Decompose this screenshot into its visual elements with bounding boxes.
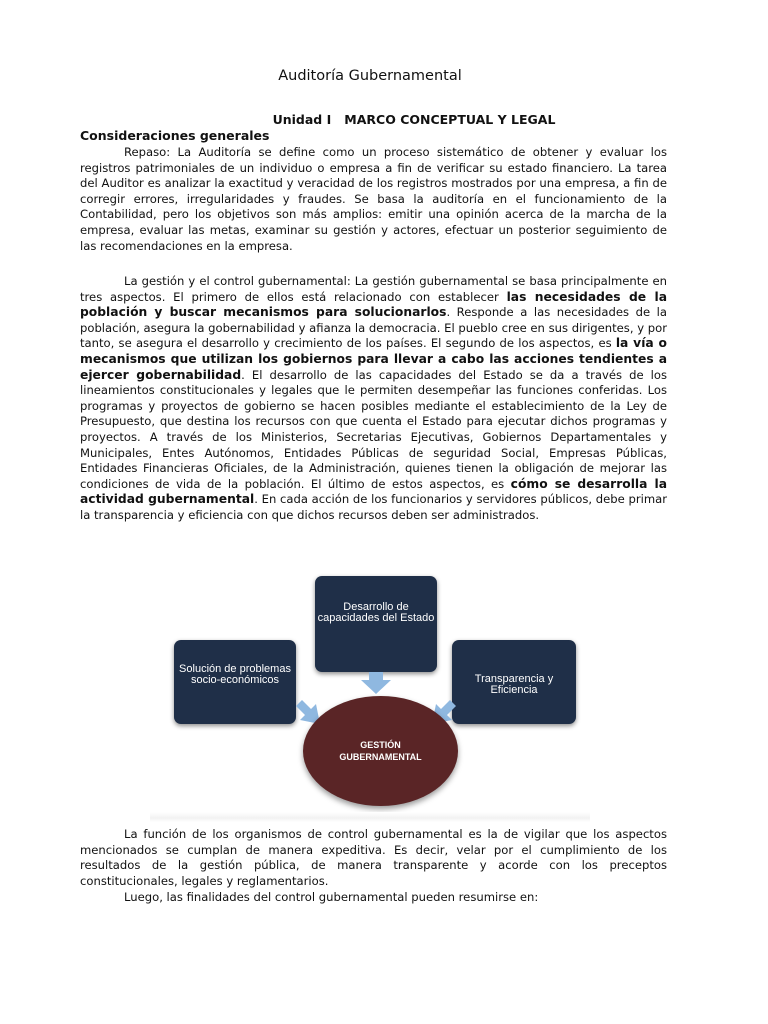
diagram-box-transparencia: Transparencia y Eficiencia <box>452 640 576 724</box>
paragraph-funcion-control: La función de los organismos de control gubernamental es la de vigilar que los aspectos mencionados se cumplan de manera expeditiva. Es decir, velar por el cumplimiento de los resultados de la gestión pública, de manera transparente y acorde con los preceptos constitucionales, legales y reglamentarios. <box>80 827 667 888</box>
bold-phrase: cómo se desarrolla la actividad gubernamental <box>80 476 667 507</box>
gestion-diagram <box>150 568 590 823</box>
diagram-box-solucion: Solución de problemas socio-económicos <box>174 640 296 724</box>
bold-phrase: la vía o mecanismos que utilizan los gobiernos para llevar a cabo las acciones tendientes a ejercer gobernabilidad <box>80 336 667 382</box>
unit-heading: Unidad I MARCO CONCEPTUAL Y LEGAL <box>272 112 556 127</box>
document-title: Auditoría Gubernamental <box>278 68 462 84</box>
image-bottom-edge <box>150 812 590 822</box>
bold-phrase: las necesidades de la población y buscar mecanismos para solucionarlos <box>80 289 667 320</box>
text-span: . Responde a las necesidades de la población, asegura la gobernabilidad y afianza la democracia. El pueblo cree en sus dirigentes, y por tanto, se asegura el desarrollo y crecimiento de los países. El segundo de los aspectos, es <box>80 305 667 351</box>
center-label: GESTIÓN GUBERNAMENTAL <box>339 740 422 762</box>
diagram-center-gestion <box>303 696 458 806</box>
paragraph-repaso: Repaso: La Auditoría se define como un proceso sistemático de obtener y evaluar los registros patrimoniales de un individuo o empresa a fin de verificar su estado financiero. La tarea del Auditor es analizar la exactitud y veracidad de los registros mostrados por una empresa, a fin de corregir errores, irregularidades y fraudes. Se basa la auditoría en el funcionamiento de la Contabilidad, pero los objetivos son más amplios: emitir una opinión acerca de la marcha de la empresa, evaluar las metas, examinar su gestión y actores, efectuar un posterior seguimiento de las recomendaciones en la empresa. <box>80 145 667 253</box>
text-span: La gestión y el control gubernamental: La gestión gubernamental se basa principalmente en tres aspectos. El primero de ellos está relacionado con establecer <box>80 274 667 304</box>
text-span: . El desarrollo de las capacidades del Estado se da a través de los lineamientos constitucionales y legales que le permiten desempeñar las funciones conferidas. Los programas y proyectos de gobierno se hacen posibles mediante el establecimiento de la Ley de Presupuesto, que destina los recursos con que cuenta el Estado para ejecutar dichos programas y proyectos. A través de los Ministerios, Secretarias Ejecutivas, Gobiernos Departamentales y Municipales, Entes Autónomos, Entidades Públicas de seguridad Social, Empresas Públicas, Entidades Financieras Oficiales, de la Administración, quienes tienen la obligación de mejorar las condiciones de vida de la población. El último de estos aspectos, es <box>80 367 667 491</box>
diagram-box-desarrollo: Desarrollo de capacidades del Estado <box>315 576 437 672</box>
text-span: . En cada acción de los funcionarios y servidores públicos, debe primar la transparencia y eficiencia con que dichos recursos deben ser administrados. <box>80 492 667 522</box>
paragraph-finalidades: Luego, las finalidades del control gubernamental pueden resumirse en: <box>124 890 539 904</box>
arrow-down-icon <box>361 672 391 694</box>
section-heading: Consideraciones generales <box>80 128 270 143</box>
paragraph-gestion <box>80 274 667 524</box>
